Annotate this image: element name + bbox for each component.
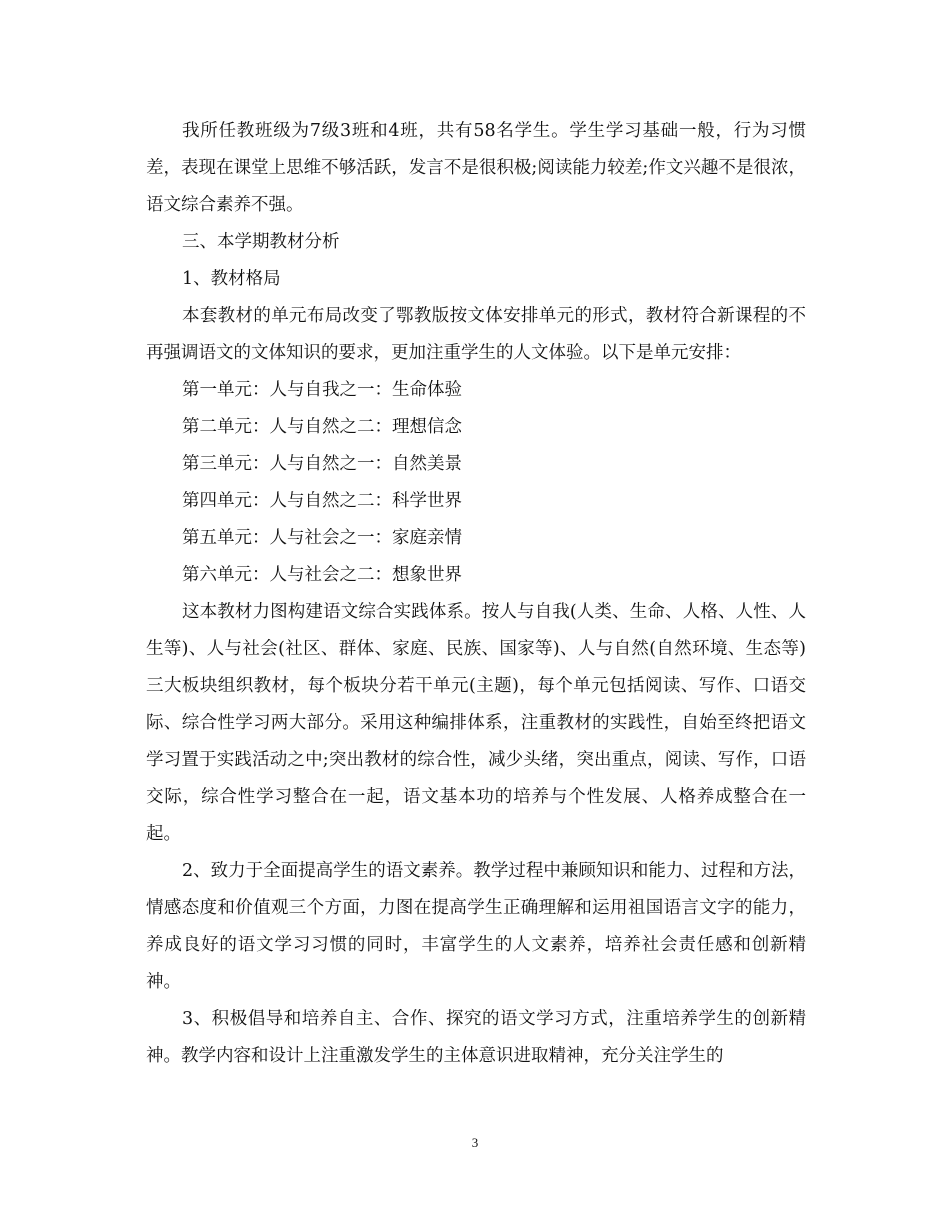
subheading-textbook-layout: 1、教材格局	[182, 269, 281, 289]
page-number: 3	[471, 1135, 479, 1150]
unit-item-2: 第二单元：人与自然之二：理想信念	[182, 417, 462, 437]
paragraph-learning-style: 3、积极倡导和培养自主、合作、探究的语文学习方式，注重培养学生的创新精神。教学内容和设计上注重激发学生的主体意识进取精神，充分关注学生的	[146, 1009, 806, 1066]
unit-item-6: 第六单元：人与社会之二：想象世界	[182, 565, 462, 585]
unit-item-1: 第一单元：人与自我之一：生命体验	[182, 380, 462, 400]
paragraph-class-info: 我所任教班级为7级3班和4班，共有58名学生。学生学习基础一般，行为习惯差，表现在课堂上思维不够活跃，发言不是很积极;阅读能力较差;作文兴趣不是很浓，语文综合素养不强。	[146, 121, 806, 215]
unit-item-5: 第五单元：人与社会之一：家庭亲情	[182, 528, 462, 548]
unit-item-4: 第四单元：人与自然之二：科学世界	[182, 491, 462, 511]
paragraph-unit-layout: 本套教材的单元布局改变了鄂教版按文体安排单元的形式，教材符合新课程的不再强调语文的文体知识的要求，更加注重学生的人文体验。以下是单元安排：	[146, 306, 806, 363]
paragraph-literacy: 2、致力于全面提高学生的语文素养。教学过程中兼顾知识和能力、过程和方法，情感态度和价值观三个方面，力图在提高学生正确理解和运用祖国语言文字的能力，养成良好的语文学习习惯的同时，丰富学生的人文素养，培养社会责任感和创新精神。	[146, 861, 806, 992]
section-heading-textbook-analysis: 三、本学期教材分析	[182, 232, 340, 252]
unit-item-3: 第三单元：人与自然之一：自然美景	[182, 454, 462, 474]
document-body	[146, 113, 806, 1075]
paragraph-practice-system: 这本教材力图构建语文综合实践体系。按人与自我(人类、生命、人格、人性、人生等)、人与社会(社区、群体、家庭、民族、国家等)、人与自然(自然环境、生态等)三大板块组织教材，每个板块分若干单元(主题)，每个单元包括阅读、写作、口语交际、综合性学习两大部分。采用这种编排体系，注重教材的实践性，自始至终把语文学习置于实践活动之中;突出教材的综合性，减少头绪，突出重点，阅读、写作，口语交际，综合性学习整合在一起，语文基本功的培养与个性发展、人格养成整合在一起。	[146, 602, 806, 844]
